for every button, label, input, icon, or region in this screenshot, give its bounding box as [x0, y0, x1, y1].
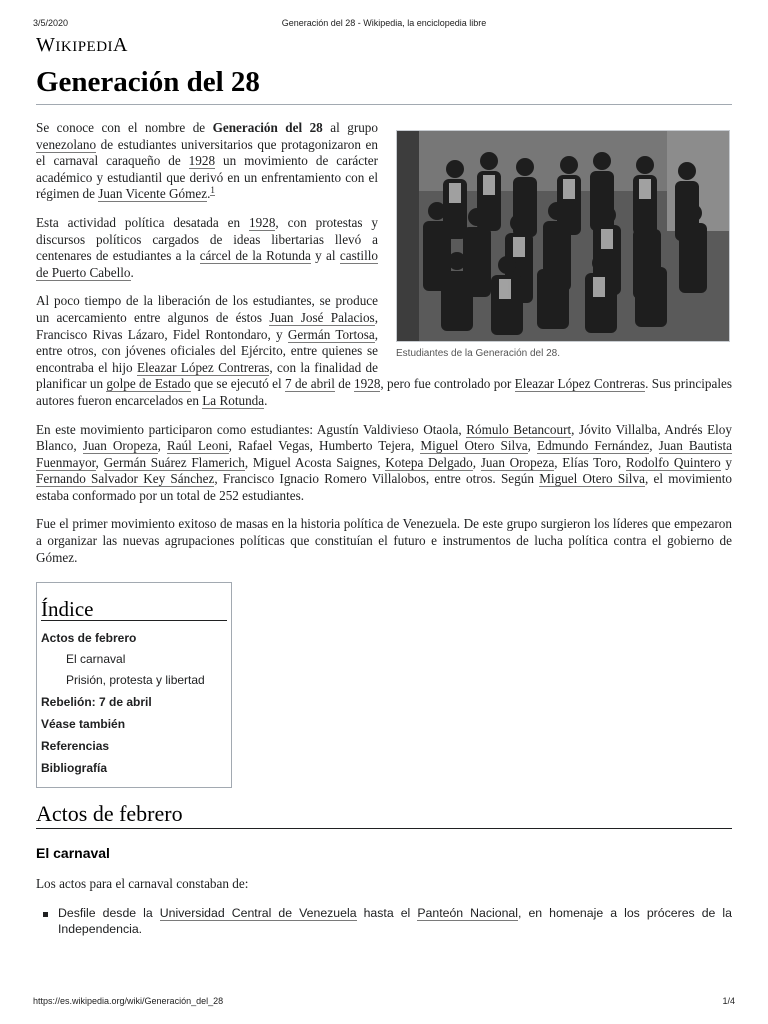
link-venezolano[interactable]: venezolano	[36, 136, 97, 152]
text: Al poco tiempo de la liberación de los estudiantes, se produce un acercamiento entre algunos de éstos	[36, 293, 378, 325]
group-photo[interactable]	[396, 130, 730, 342]
link-7-de-abril[interactable]: 7 de abril	[285, 376, 335, 392]
text: , Rafael Vegas, Humberto Tejera,	[228, 438, 421, 454]
text: al grupo	[322, 120, 378, 135]
wordmark-rest: IKIPEDI	[55, 39, 114, 55]
link-miguel-otero-silva[interactable]: Miguel Otero Silva	[539, 471, 645, 487]
print-page-number: 1/4	[722, 996, 735, 1006]
link-la-rotunda[interactable]: La Rotunda	[202, 392, 265, 408]
wikipedia-wordmark[interactable]	[36, 34, 128, 57]
text: un movimiento de carácter académico y estudiantil que derivó en un enfrentamiento con el régimen de	[36, 153, 378, 202]
link-eleazar-lopez-contreras[interactable]: Eleazar López Contreras	[136, 359, 270, 375]
link-raul-leoni[interactable]: Raúl Leoni	[166, 438, 229, 454]
text: , Elías Toro,	[554, 454, 626, 470]
toc-item-bibliografia[interactable]: Bibliografía	[41, 760, 108, 775]
link-castillo-puerto-cabello[interactable]: castillo de Puerto Cabello	[36, 248, 378, 280]
print-url: https://es.wikipedia.org/wiki/Generación_del_28	[33, 996, 224, 1006]
text: de	[334, 376, 355, 392]
link-romulo-betancourt[interactable]: Rómulo Betancourt	[466, 421, 572, 437]
toc-item-actos-de-febrero[interactable]: Actos de febrero	[41, 630, 137, 645]
section-heading-actos-de-febrero: Actos de febrero	[36, 806, 732, 830]
text: .	[130, 264, 134, 280]
text: hasta el	[356, 905, 418, 920]
link-miguel-otero-silva[interactable]: Miguel Otero Silva	[420, 438, 528, 454]
link-panteon-nacional[interactable]: Panteón Nacional	[417, 905, 519, 920]
table-of-contents	[36, 582, 232, 788]
text: , pero fue controlado por	[380, 376, 515, 392]
text: , Miguel Acosta Saignes,	[244, 454, 386, 470]
text: y	[720, 454, 733, 470]
text: ,	[157, 438, 167, 454]
link-ucv[interactable]: Universidad Central de Venezuela	[159, 905, 357, 920]
text: , el movimiento estaba conformado por un total de 252 estudiantes.	[36, 471, 732, 503]
print-date: 3/5/2020	[33, 18, 69, 28]
text: .	[264, 392, 268, 408]
text: En este movimiento participaron como estudiantes: Agustín Valdivieso Otaola,	[36, 421, 467, 437]
article-title: Generación del 28	[36, 66, 732, 105]
link-german-suarez-flamerich[interactable]: Germán Suárez Flamerich	[103, 454, 245, 470]
toc-item-vease-tambien[interactable]: Véase también	[41, 716, 126, 731]
link-juan-bautista-fuenmayor[interactable]: Juan Bautista Fuenmayor	[36, 438, 733, 470]
link-rodolfo-quintero[interactable]: Rodolfo Quintero	[625, 454, 721, 470]
toc-title: Índice	[41, 589, 227, 621]
wordmark-last: A	[113, 34, 128, 56]
link-juan-jose-palacios[interactable]: Juan José Palacios	[269, 309, 375, 325]
text: , Francisco Rivas Lázaro, Fidel Rontondaro, y	[36, 309, 378, 342]
list-item	[58, 905, 732, 937]
masses-paragraph: Fue el primer movimiento exitoso de masas en la historia política de Venezuela. De este grupo surgieron los líderes que empezaron a organizar las nuevas agrupaciones políticas que constituían el futuro e instrumentos de lucha política contra el gobierno de Gómez.	[36, 516, 732, 565]
text: . Sus principales autores fueron encarcelados en	[36, 376, 732, 408]
text: y al	[310, 248, 340, 264]
text: de estudiantes universitarios que protagonizaron en el carnaval caraqueño de	[36, 136, 378, 169]
carnaval-intro: Los actos para el carnaval constaban de:	[36, 876, 249, 892]
carnaval-list	[36, 905, 732, 937]
text: Se conoce con el nombre de	[36, 120, 213, 135]
text: , con protestas y discursos políticos cargados de ideas libertarias llevó a centenares de estudiantes a la	[36, 214, 378, 264]
link-german-tortosa[interactable]: Germán Tortosa	[287, 326, 375, 342]
article-content	[36, 120, 732, 937]
text: , Francisco Ignacio Romero Villalobos, entre otros. Según	[214, 471, 540, 487]
figure	[396, 130, 732, 363]
text: ,	[472, 454, 481, 470]
text: , con la finalidad de planificar un	[36, 359, 378, 392]
text: que se ejecutó el	[190, 376, 286, 392]
toc-item-el-carnaval[interactable]: El carnaval	[66, 651, 126, 666]
print-page-title: Generación del 28 - Wikipedia, la enciclopedia libre	[281, 18, 487, 28]
link-1928[interactable]: 1928	[354, 376, 381, 392]
link-1928[interactable]: 1928	[188, 153, 216, 169]
text: ,	[527, 438, 538, 454]
toc-item-prision-protesta-libertad[interactable]: Prisión, protesta y libertad	[66, 672, 205, 687]
reference-1[interactable]: 1	[210, 184, 215, 195]
link-carcel-rotunda[interactable]: cárcel de la Rotunda	[199, 248, 311, 264]
text: Esta actividad política desatada en	[36, 214, 250, 230]
text: , entre otros, con jóvenes oficiales del Ejército, entre quienes se encontraba el hijo	[36, 326, 378, 375]
text: Desfile desde la	[58, 905, 160, 920]
bold-term: Generación del 28	[212, 120, 323, 135]
link-edmundo-fernandez[interactable]: Edmundo Fernández	[537, 438, 650, 454]
text: , Jóvito Villalba, Andrés Eloy Blanco,	[36, 421, 732, 454]
link-fernando-salvador-key-sanchez[interactable]: Fernando Salvador Key Sánchez	[36, 471, 215, 487]
link-juan-vicente-gomez[interactable]: Juan Vicente Gómez	[98, 186, 208, 202]
text: , en homenaje a los próceres de la Independencia.	[58, 905, 732, 936]
link-golpe-de-estado[interactable]: golpe de Estado	[106, 376, 191, 392]
participants-paragraph	[36, 422, 732, 505]
toc-item-rebelion-7-abril[interactable]: Rebelión: 7 de abril	[41, 694, 152, 709]
link-kotepa-delgado[interactable]: Kotepa Delgado	[385, 454, 473, 470]
subsection-heading-el-carnaval: El carnaval	[36, 845, 110, 862]
link-juan-oropeza[interactable]: Juan Oropeza	[82, 438, 158, 454]
wordmark-first: W	[36, 34, 56, 56]
group-photo-icon	[397, 131, 729, 341]
print-header	[33, 18, 735, 32]
toc-item-referencias[interactable]: Referencias	[41, 738, 110, 753]
link-eleazar-lopez-contreras[interactable]: Eleazar López Contreras	[514, 376, 646, 392]
print-footer	[33, 996, 735, 1010]
link-juan-oropeza[interactable]: Juan Oropeza	[480, 454, 555, 470]
text: ,	[649, 438, 659, 454]
figure-caption: Estudiantes de la Generación del 28.	[396, 348, 560, 359]
link-1928[interactable]: 1928	[249, 214, 276, 230]
text: ,	[95, 454, 104, 470]
text: .	[207, 186, 211, 202]
